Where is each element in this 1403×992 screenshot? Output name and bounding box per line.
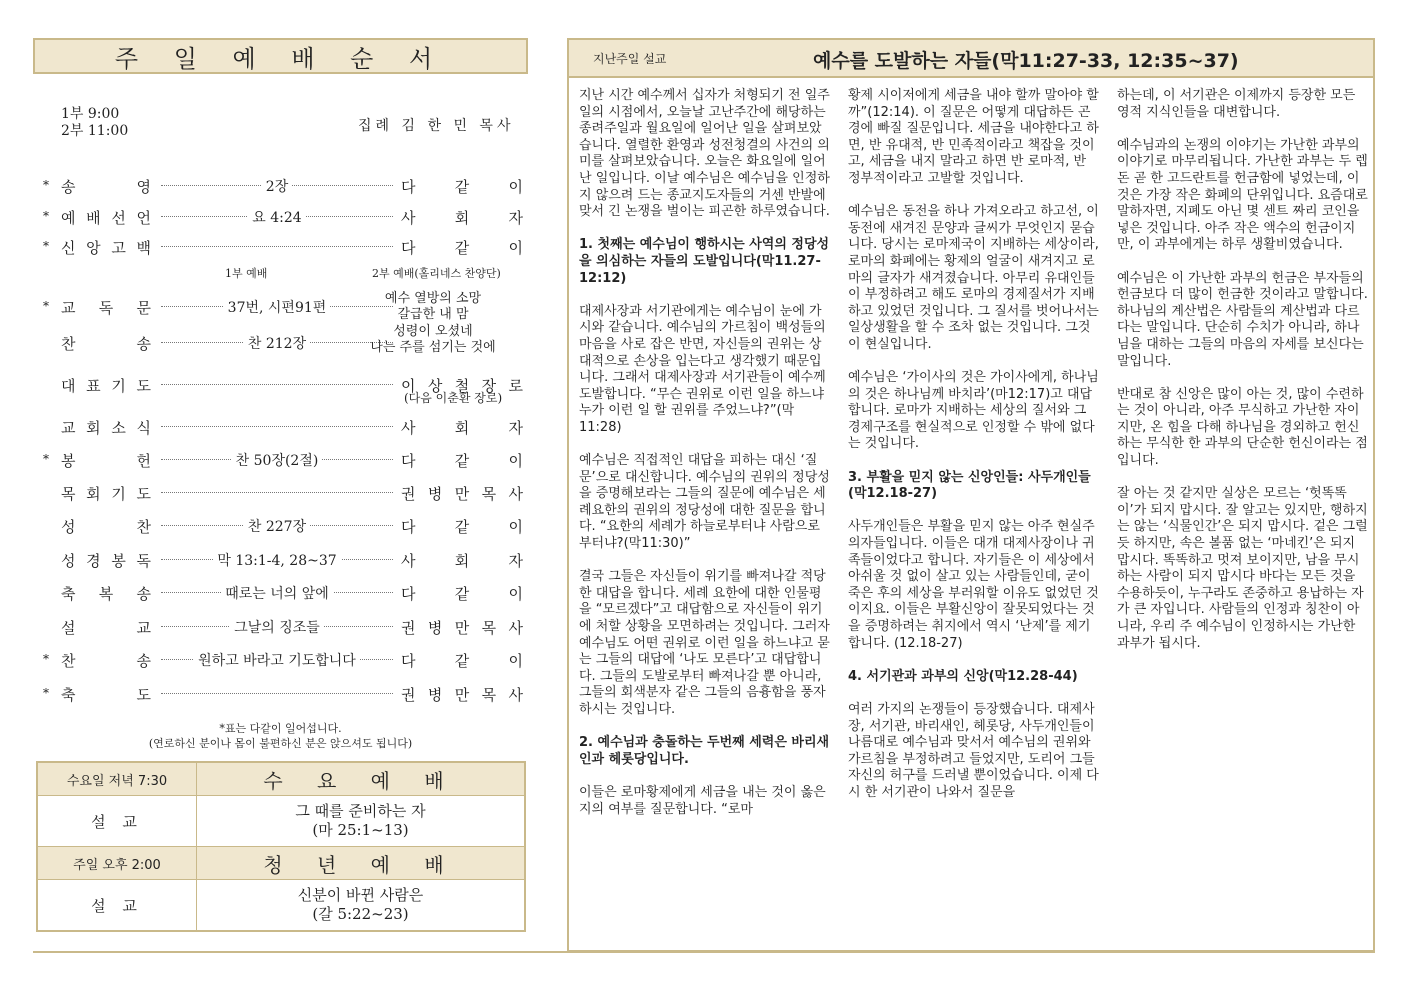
wednesday-sermon-title: 그 때를 준비하는 자	[295, 802, 426, 820]
stand-marker: *	[43, 209, 49, 223]
order-item	[33, 550, 528, 572]
sermon-paragraph: 예수님은 동전을 하나 가져오라고 하고선, 이 동전에 새겨진 문양과 글씨가 무엇인지 묻습니다. 당시는 로마제국이 지배하는 세상이라, 로마의 화폐에는 황제의 얼굴이 새겨지고 로마의 글자가 새겨졌습니다. 아무리 유대인들이 부정하려고 해도 로마의 경제질서가 지배하고 있었던 것입니다. 그 질서를 벗어나서는 일상생활을 할 수 조차 없는 것입니다. 그것이 현실입니다.	[848, 204, 1099, 352]
stand-marker: *	[43, 452, 49, 466]
presider: 집례 김 한 민 목사	[358, 118, 515, 134]
standing-note-1: *표는 다같이 일어섭니다.	[219, 722, 342, 735]
youth-time: 주일 오후 2:00	[38, 847, 197, 879]
sermon-heading: 4. 서기관과 과부의 신앙(막12.28-44)	[848, 668, 1078, 684]
wednesday-sermon-ref: (마 25:1~13)	[312, 821, 409, 839]
youth-sermon-label: 설 교	[38, 880, 197, 930]
order-item	[33, 417, 528, 439]
sermon-column-2	[848, 88, 1100, 818]
kyodok-service-2	[363, 291, 503, 323]
service-time-2: 2부 11:00	[61, 123, 129, 139]
order-item-leader: 다 같 이	[401, 452, 523, 470]
order-item-leader: 사 회 자	[401, 419, 523, 437]
wednesday-service-header	[38, 763, 524, 795]
chansong-line-2: 나는 주를 섬기는 것에	[370, 340, 496, 355]
sermon-paragraph: 지난 시간 예수께서 십자가 처형되기 전 일주일의 시점에서, 오늘날 고난주간에 해당하는 종려주일과 월요일에 일어난 일을 살펴보았습니다. 열렬한 환영과 성전청결의 사건의 의미를 살펴보았습니다. 오늘은 화요일에 일어난 일입니다. 이날 예수님은 예수님을 인정하지 않으려 드는 종교지도자들의 거센 반발에 맞서 긴 논쟁을 벌이는 피곤한 하루였습니다.	[579, 88, 830, 220]
order-item-leader: 권 병 만 목 사	[401, 686, 523, 704]
order-item-label: 설 교	[61, 619, 151, 637]
sermon-paragraph: 황제 시이저에게 세금을 내야 할까 말아야 할까”(12:14). 이 질문은 어떻게 대답하든 곤경에 빠질 질문입니다. 세금을 내야한다고 하면, 반 유대적, 반 민족적이라고 책잡을 것이고, 세금을 내지 말라고 하면 반 로마적, 반 정부적이라고 고발할 것입니다.	[848, 88, 1099, 186]
youth-service-name: 청 년 예 배	[263, 852, 458, 877]
sermon-header	[569, 40, 1373, 78]
sermon-column-3	[1117, 88, 1369, 669]
order-item-label: 찬 송	[61, 335, 151, 353]
order-item-detail: 찬 227장	[161, 516, 393, 536]
stand-marker: *	[43, 686, 49, 700]
stand-marker: *	[43, 652, 49, 666]
stand-marker: *	[43, 299, 49, 313]
order-item-leader: 권 병 만 목 사	[401, 485, 523, 503]
order-item-label: 교 독 문	[61, 299, 151, 317]
order-item-leader: 이 상 철 장 로	[401, 377, 523, 395]
wednesday-time: 수요일 저녁 7:30	[38, 763, 197, 795]
order-item	[33, 650, 528, 672]
youth-sermon	[197, 880, 524, 930]
service-time-1: 1부 9:00	[61, 106, 120, 122]
order-item-label: 목 회 기 도	[61, 485, 151, 503]
order-item-label: 봉 헌	[61, 452, 151, 470]
order-item-detail: 찬 50장(2절)	[161, 450, 393, 470]
order-item-label: 축 복 송	[61, 585, 151, 603]
sermon-paragraph: 여러 가지의 논쟁들이 등장했습니다. 대제사장, 서기관, 바리새인, 헤롯당, 사두개인들이 나름대로 예수님과 맞서서 예수님의 권위와 가르침을 부정하려고 들었지만, 도리어 그들 자신의 허구를 드러낼 뿐이었습니다. 이제 다시 한 서기관이 나와서 질문을	[848, 701, 1099, 800]
sermon-heading: 1. 첫째는 예수님이 행하시는 사역의 정당성을 의심하는 자들의 도발입니다(막11.27-12:12)	[579, 237, 830, 286]
worship-order-title: 주 일 예 배 순 서	[33, 38, 528, 74]
order-item	[33, 483, 528, 505]
order-item-detail: 2장	[161, 176, 393, 196]
kyodok-line-1: 예수 열방의 소망	[384, 291, 482, 306]
stand-marker: *	[43, 239, 49, 253]
wednesday-sermon-label: 설 교	[38, 796, 197, 846]
order-item-label: 찬 송	[61, 652, 151, 670]
order-item-detail: 37번, 시편91편	[161, 297, 393, 317]
order-item-leader: 권 병 만 목 사	[401, 619, 523, 637]
youth-sermon-title: 신분이 바뀐 사람은	[297, 886, 424, 904]
order-item-label: 예 배 선 언	[61, 209, 151, 227]
order-item-leader: 사 회 자	[401, 209, 523, 227]
sermon-tag: 지난주일 설교	[593, 52, 667, 66]
youth-sermon-ref: (갈 5:22~23)	[312, 905, 409, 923]
sermon-paragraph: 이들은 로마황제에게 세금을 내는 것이 옳은 지의 여부를 질문합니다. “로마	[579, 784, 826, 817]
order-item	[33, 516, 528, 538]
order-item-detail: 원하고 바라고 기도합니다	[161, 650, 393, 670]
order-item-detail: 찬 212장	[161, 333, 393, 353]
order-item-leader: 다 같 이	[401, 518, 523, 536]
chansong-service-2	[358, 324, 508, 356]
order-item-leader: 다 같 이	[401, 239, 523, 257]
weekly-services	[36, 761, 526, 932]
order-item-label: 신 앙 고 백	[61, 239, 151, 257]
order-item-label: 송 영	[61, 178, 151, 196]
sermon-paragraph: 사두개인들은 부활을 믿지 않는 아주 현실주의자들입니다. 이들은 대개 대제사장이나 귀족들이었다고 합니다. 자기들은 이 세상에서 아쉬울 것 없이 살고 있는 사람들인데, 굳이 죽은 후의 세상을 부러워할 이유도 없었던 것이지요. 이들은 부활신앙이 잘못되었다는 것을 증명하려는 취지에서 역시 ‘난제’를 제기합니다. (12.18-27)	[848, 519, 1099, 651]
wednesday-service-name: 수 요 예 배	[263, 768, 458, 793]
sermon-heading: 3. 부활을 믿지 않는 신앙인들: 사두개인들 (막12.18-27)	[848, 469, 1091, 502]
order-item-label: 축 도	[61, 686, 151, 704]
youth-service-header	[38, 847, 524, 879]
sermon-paragraph: 예수님과의 논쟁의 이야기는 가난한 과부의 이야기로 마무리됩니다. 가난한 과부는 두 렙돈 곧 한 고드란트를 헌금함에 넣었는데, 이것은 가장 작은 화폐의 단위입니다. 요즘대로 말하자면, 지폐도 아닌 몇 센트 짜리 코인을 넣은 것입니다. 아주 작은 액수의 헌금이지만, 이 과부에게는 하루 생활비였습니다.	[1117, 137, 1368, 253]
sermon-paragraph: 예수님은 이 가난한 과부의 헌금은 부자들의 헌금보다 더 많이 헌금한 것이라고 말합니다. 하나님의 계산법은 사람들의 계산법과 다르다는 말입니다. 단순히 수치가 아니라, 하나님을 대하는 그들의 마음의 자세를 보신다는 말입니다.	[1117, 270, 1368, 369]
order-item	[33, 450, 528, 472]
order-item	[33, 237, 528, 259]
sermon-paragraph: 반대로 참 신앙은 많이 아는 것, 많이 수련하는 것이 아니라, 아주 무식하고 가난한 자이지만, 온 힘을 다해 하나님을 경외하고 헌신하는 무식한 한 과부의 단순한 헌신이라는 점입니다.	[1117, 386, 1368, 469]
sermon-paragraph: 대제사장과 서기관에게는 예수님이 눈에 가시와 같습니다. 예수님의 가르침이 백성들의 마음을 사로 잡은 반면, 자신들의 권위는 상대적으로 손상을 입는다고 생각했기 때문입니다. 그래서 대제사장과 서기관들이 예수께 도발합니다. “무슨 권위로 이런 일을 하느냐 누가 이런 일 할 권위를 주었느냐?”(막11:28)	[579, 303, 826, 435]
chansong-line-1: 성령이 오셨네	[393, 324, 473, 339]
sermon-column-1	[579, 88, 831, 835]
order-item-label: 성 찬	[61, 518, 151, 536]
order-item-label: 교 회 소 식	[61, 419, 151, 437]
order-item-leader: 다 같 이	[401, 652, 523, 670]
order-item-detail: 요 4:24	[161, 207, 393, 227]
order-item	[33, 617, 528, 639]
leader-dots	[161, 246, 393, 247]
kyodok-line-2: 갈급한 내 맘	[397, 307, 469, 322]
order-item	[33, 684, 528, 706]
order-item	[33, 207, 528, 229]
leader-dots	[161, 426, 393, 427]
order-item-label: 성 경 봉 독	[61, 552, 151, 570]
order-item-leader: 다 같 이	[401, 178, 523, 196]
sermon-paragraph: 결국 그들은 자신들이 위기를 빠져나갈 적당한 대답을 합니다. 세례 요한에 대한 인물평을 “모르겠다”고 대답함으로 자신들이 위기에 처할 상황을 모면하려는 것입니다. 그러자 예수님도 어떤 권위로 이런 일을 하느냐고 묻는 그들의 대답에 ‘나도 모른다’고 대답합니다. 그들의 도발로부터 빠져나갈 뿐 아니라, 그들의 회색분자 같은 그들의 음흉함을 풍자하시는 것입니다.	[579, 569, 830, 717]
leader-dots	[161, 492, 393, 493]
stand-marker: *	[43, 178, 49, 192]
order-item-detail: 그날의 징조들	[161, 617, 393, 637]
order-item	[33, 583, 528, 605]
sermon-heading: 2. 예수님과 충돌하는 두번째 세력은 바리새인과 헤롯당입니다.	[579, 735, 830, 767]
standing-note	[33, 721, 528, 751]
leader-dots	[161, 693, 393, 694]
order-item-leader: 사 회 자	[401, 552, 523, 570]
bottom-divider	[33, 951, 1375, 953]
order-item-label: 대 표 기 도	[61, 377, 151, 395]
order-item-leader: 다 같 이	[401, 585, 523, 603]
order-item-detail: 때로는 너의 앞에	[161, 583, 393, 603]
sermon-paragraph: 예수님은 ‘가이사의 것은 가이사에게, 하나님의 것은 하나님께 바치라’(마12:17)고 대답합니다. 로마가 지배하는 세상의 질서와 그 경제구조를 현실적으로 인정할 수 밖에 없다는 것입니다.	[848, 370, 1099, 452]
sermon-title: 예수를 도발하는 자들(막11:27-33, 12:35~37)	[813, 50, 1239, 72]
order-item	[33, 176, 528, 198]
sermon-paragraph: 잘 아는 것 같지만 실상은 모르는 ‘헛똑똑이’가 되지 맙시다. 잘 알고는 있지만, 행하지는 않는 ‘식물인간’은 되지 맙시다. 겉은 그럴 듯 하지만, 속은 볼품 없는 ‘마네킨’은 되지 맙시다. 똑똑하고 멋져 보이지만, 남을 무시하는 사람이 되지 맙시다 바다는 모든 것을 수용하듯이, 누구라도 존중하고 용납하는 자가 큰 자입니다. 사람들의 인정과 칭찬이 아니라, 우리 주 예수님이 인정하시는 가난한 과부가 됩시다.	[1117, 486, 1368, 651]
prayer-next: (다음 이춘환 장로)	[404, 391, 503, 405]
youth-sermon-row	[38, 879, 524, 930]
sermon-paragraph: 예수님은 직접적인 대답을 피하는 대신 ‘질문’으로 대신합니다. 예수님의 권위의 정당성을 증명해보라는 그들의 질문에 예수님은 세례요한의 권위의 정당성에 대한 질문을 합니다. “요한의 세례가 하늘로부터냐 사람으로부터냐?(막11:30)”	[579, 453, 830, 552]
order-item-detail: 막 13:1-4, 28~37	[161, 550, 393, 570]
wednesday-sermon-row	[38, 795, 524, 847]
wednesday-sermon	[197, 796, 524, 846]
service-2-header: 2부 예배(홀리네스 찬양단)	[372, 267, 501, 280]
sermon-panel	[567, 38, 1375, 952]
standing-note-2: (연로하신 분이나 몸이 불편하신 분은 앉으셔도 됩니다)	[148, 737, 413, 750]
sermon-paragraph: 하는데, 이 서기관은 이제까지 등장한 모든 영적 지식인들을 대변합니다.	[1117, 88, 1356, 120]
leader-dots	[161, 384, 393, 385]
service-1-header: 1부 예배	[225, 267, 268, 280]
